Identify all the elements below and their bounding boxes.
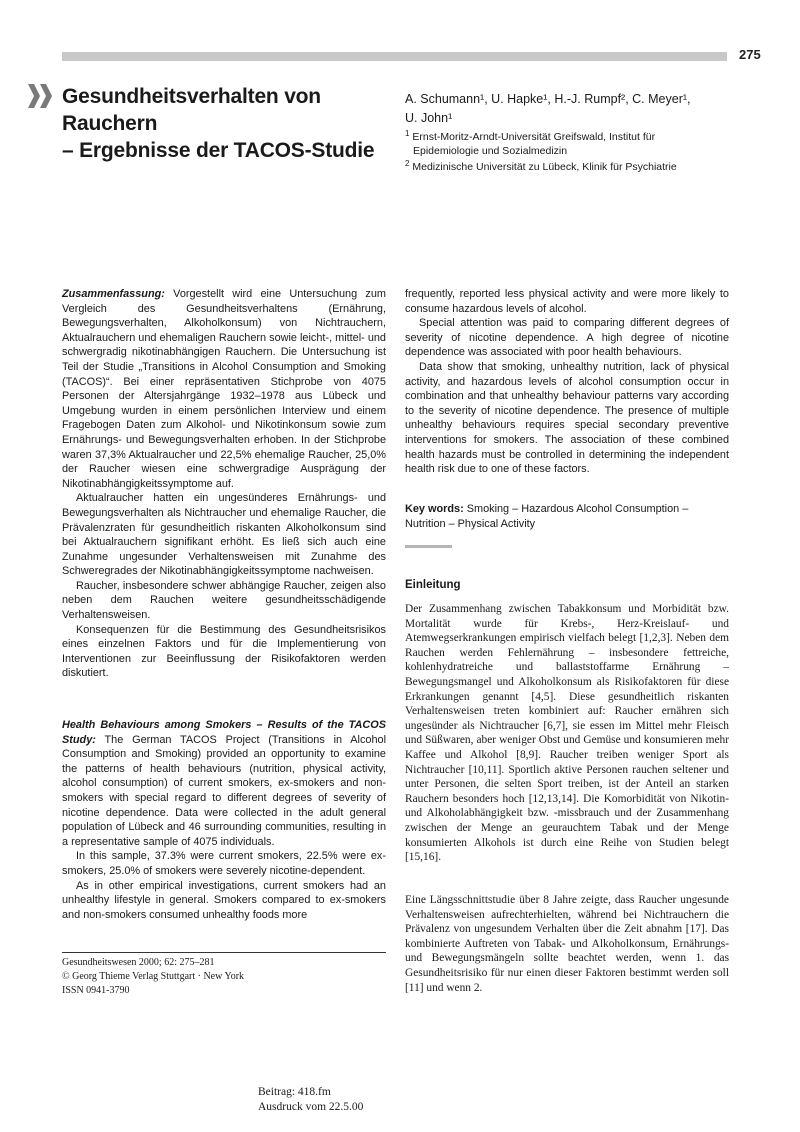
affiliation-text: Medizinische Universität zu Lübeck, Klinik für Psychiatrie [412,161,677,173]
affiliation-2 [405,157,735,174]
abstract-english [62,718,386,922]
affiliation-mark: 2 [405,159,410,168]
citation-issn: ISSN 0941-3790 [62,985,130,996]
title-line-2: – Ergebnisse der TACOS-Studie [62,139,375,162]
keywords-label: Key words: [405,503,464,515]
section-divider [405,545,452,548]
affiliation-text-line-1: Ernst-Moritz-Arndt-Universität Greifswald, Institut für [412,131,656,143]
citation-footer [62,956,244,998]
print-stamp [258,1085,363,1115]
abstract-english-p4: Special attention was paid to comparing different degrees of severity of nicotine dependence. A high degree of nicotine dependence was associated with poor health behaviours. [405,317,729,359]
header-rule [62,52,727,61]
affiliation-1 [405,127,735,158]
abstract-english-p5: Data show that smoking, unhealthy nutrition, lack of physical activity, and hazardous levels of alcohol consumption occur in combination and that unhealthy behaviour patterns vary according to the severity of nicotine dependence. The presence of multiple unhealthy behaviours requires special secondary preventive interventions for smokers. The association of these combined health hazards must be controlled in determining the independent health risk due to one of these factors. [405,360,729,476]
citation-journal: Gesundheitswesen 2000; 62: 275–281 [62,957,215,968]
abstract-german-p3: Raucher, insbesondere schwer abhängige Raucher, zeigen also neben dem Rauchen weitere gesundheitsschädigende Verhaltensweisen. [62,579,386,622]
abstract-english-p1: The German TACOS Project (Transitions in Alcohol Consumption and Smoking) provided an opportunity to examine the patterns of health behaviours (nutrition, physical activity, alcohol consumption) of current smokers, ex-smokers and non-smokers with special regard to different degrees of severity of nicotine dependence. Data were collected in the adult general population of Lübeck and 46 surrounding communities, resulting in a representative sample of 4075 individuals. [62,733,386,848]
section-heading-einleitung: Einleitung [405,579,461,591]
introduction-paragraph-2: Eine Längsschnittstudie über 8 Jahre zeigte, dass Raucher ungesunde Verhaltensweisen aufrechterhielten, während bei Nichtrauchern die Prävalenz von ungesundem Verhalten über die Zeit abnahm [17]. Das kombinierte Auftreten von Tabak- und Alkoholkonsum, Ernährungs- und Bewegungsmängeln sollte beachtet werden, wenn 1. das Gesundheitsrisiko für nur einen dieser Faktoren bestimmt werden soll [11] und wenn 2. [405,894,729,994]
keywords [405,502,729,531]
abstract-english-p2: In this sample, 37.3% were current smokers, 22.5% were ex-smokers, 25.0% of smokers were severely nicotine-dependent. [62,850,386,877]
abstract-german-label: Zusammenfassung: [62,288,165,300]
affiliation-text-line-2: Epidemiologie und Sozialmedizin [413,145,568,157]
abstract-english-continued [405,287,729,477]
authors-line-1: A. Schumann¹, U. Hapke¹, H.-J. Rumpf², C. Meyer¹, [405,92,691,106]
abstract-german-p2: Aktualraucher hatten ein ungesünderes Ernährungs- und Bewegungsverhalten als Nichtraucher und ehemalige Raucher, die Prävalenzraten für gesundheitlich riskanten Alkoholkonsum sind bei Aktualrauchern signifikant erhöht. Es ließ sich auch eine Zunahme ungesunder Verhaltensweisen mit Zunahme des Schweregrades der Nikotinabhängigkeitssymptome nachweisen. [62,492,386,578]
introduction-paragraph-1: Der Zusammenhang zwischen Tabakkonsum und Morbidität bzw. Mortalität wurde für Krebs-, Herz-Kreislauf- und Atemwegserkrankungen empirisch vielfach belegt [1,2,3]. Neben dem Rauchen werden Fehlernährung – insbesondere fettreiche, kohlenhydratreiche und ballaststoffarme Ernährung – Bewegungsmangel und Alkoholkonsum als Risikofaktoren für diese Erkrankungen genannt [4,5]. Diese gesundheitlich riskanten Verhaltensweisen treten kombiniert auf: Raucher ernähren sich ungesünder als Nichtraucher [6,7], sie essen im Mittel mehr Fleisch und Süßwaren, aber weniger Obst und Gemüse und konsumieren mehr Kaffee und Alkohol [8,9]. Raucher treiben weniger Sport als Nichtraucher [10,11]. Sportlich aktive Personen rauchen seltener und unter Personen, die selten Sport treiben, ist der Anteil an starken Rauchern besonders hoch [12,13,14]. Die Komorbidität von Nikotin- und Alkoholabhängigkeit bzw. -missbrauch und der Zusammenhang zwischen der Menge an geurauchtem Tabak und der Menge konsumierten Alkohols ist durch eine Reihe von Studien belegt [15,16]. [405,603,729,864]
stamp-date: Ausdruck vom 22.5.00 [258,1101,364,1113]
affiliation-mark: 1 [405,129,410,138]
author-list [405,90,725,128]
stamp-file: Beitrag: 418.fm [258,1086,331,1098]
citation-publisher: © Georg Thieme Verlag Stuttgart · New York [62,971,245,982]
double-chevron-icon [28,84,54,108]
abstract-german [62,287,386,681]
title-line-1: Gesundheitsverhalten von Rauchern [62,85,321,135]
footer-rule [62,952,386,953]
keywords-text: Smoking – Hazardous Alcohol Consumption – Nutrition – Physical Activity [405,503,689,530]
abstract-english-p3: As in other empirical investigations, current smokers had an unhealthy lifestyle in general. Smokers compared to ex-smokers and non-smokers consumed unhealthy foods more [62,879,386,921]
abstract-english-p3-cont: frequently, reported less physical activity and were more likely to consume hazardous levels of alcohol. [405,288,729,315]
abstract-english-label: Health Behaviours among Smokers – Results of the TACOS Study: [62,719,386,746]
page-number: 275 [739,47,761,62]
abstract-german-p1: Vorgestellt wird eine Untersuchung zum Vergleich des Gesundheitsverhaltens (Ernährung, Bewegungsverhalten, Alkoholkonsum) von Nichtrauchern, Aktualrauchern und ehemaligen Rauchern sowie leicht-, mittel- und schwergradig nikotinabhängigen Rauchern. Die Untersuchung ist Teil der Studie „Transitions in Alcohol Consumption and Smoking (TACOS)“. Bei einer repräsentativen Stichprobe von 4075 Personen der Altersjahrgänge 1932–1978 aus Lübeck und Umgebung wurden in einem persönlichen Interview und einem Fragebogen Daten zum Alkohol- und Nikotinkonsum sowie zum Ernährungs- und Bewegungsverhalten erhoben. In der Stichprobe waren 37,3% Aktualraucher und 22,5% ehemalige Raucher, 25,0% der Raucher wiesen eine schwergradige Ausprägung der Nikotinabhängigkeitssymptome auf. [62,288,386,490]
abstract-german-p4: Konsequenzen für die Bestimmung des Gesundheitsrisikos eines einzelnen Faktors und für die Implementierung von Interventionen zur Beeinflussung der Risikofaktoren werden diskutiert. [62,623,386,680]
authors-line-2: U. John¹ [405,111,453,125]
article-title [62,83,397,164]
